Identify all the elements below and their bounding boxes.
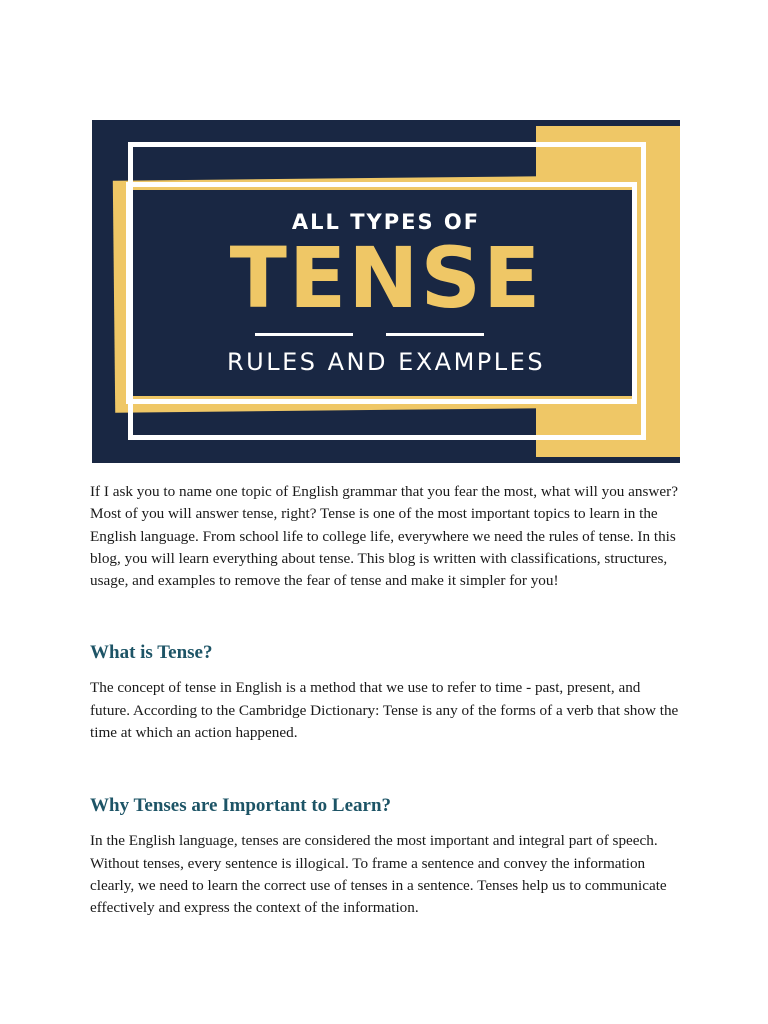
intro-paragraph: If I ask you to name one topic of English grammar that you fear the most, what will you answer? Most of you will answer tense, right? Tense is one of the most important topics to learn in the English language. From school life to college life, everywhere we need the rules of tense. In this blog, you will learn everything about tense. This blog is written with classifications, structures, usage, and examples to remove the fear of tense and make it simpler for you! <box>90 483 678 590</box>
banner-edge-bottom <box>92 457 680 463</box>
section-paragraph-what-is-tense: The concept of tense in English is a method that we use to refer to time - past, present, and future. According to the Cambridge Dictionary: Tense is any of the forms of a verb that show the time at which an action happened. <box>90 679 679 742</box>
banner-title-big: TENSE <box>229 229 543 327</box>
banner-title-small: ALL TYPES OF <box>291 210 481 234</box>
banner-divider-left <box>255 333 353 336</box>
article-body <box>90 481 682 920</box>
banner-edge-top <box>92 120 680 126</box>
section-heading-why-important: Why Tenses are Important to Learn? <box>90 795 392 817</box>
section-paragraph-why-important: In the English language, tenses are considered the most important and integral part of speech. Without tenses, every sentence is illogical. To frame a sentence and convey the information clearly, we need to learn the correct use of tenses in a sentence. Tenses help us to communicate effectively and express the context of the information. <box>90 832 667 917</box>
section-heading-what-is-tense: What is Tense? <box>90 642 213 664</box>
banner-divider-right <box>386 333 484 336</box>
banner-image <box>92 120 680 463</box>
banner-subtitle: RULES AND EXAMPLES <box>226 348 546 376</box>
